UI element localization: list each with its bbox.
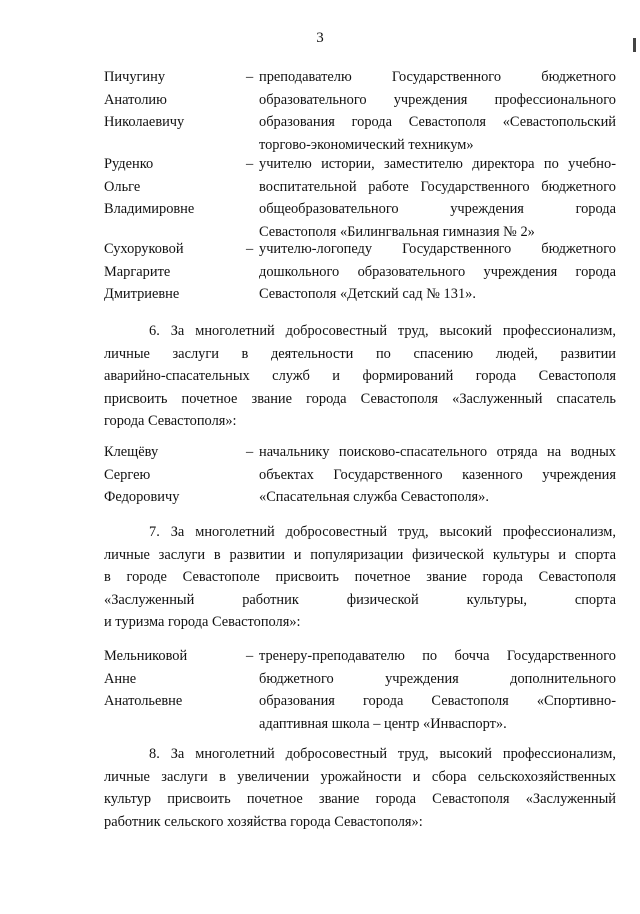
recipient-description: тренеру-преподавателю по бочча Государственного бюджетного учреждения дополнительного образования города Севастополя «Спортивно- адаптивная школа – центр «Инваспорт». xyxy=(259,648,616,732)
paragraph-6: 6. За многолетний добросовестный труд, высокий профессионализм, личные заслуги в деятельности по спасению людей, развитии аварийно-спасательных служб и формирований города Севастополя присвоить почетное звание города Севастополя «Заслуженный спасатель города Севастополя»: xyxy=(104,323,616,429)
margin-mark xyxy=(633,38,636,52)
dash: – xyxy=(246,444,254,460)
dash: – xyxy=(246,156,254,172)
paragraph-8: 8. За многолетний добросовестный труд, высокий профессионализм, личные заслуги в увеличении урожайности и сбора сельскохозяйственных культур присвоить почетное звание города Севастополя «Заслуженный работник сельского хозяйства города Севастополя»: xyxy=(104,746,616,830)
dash: – xyxy=(246,648,254,664)
recipient-name: Мельниковой Анне Анатольевне xyxy=(104,648,188,709)
recipient-name: Сухоруковой Маргарите Дмитриевне xyxy=(104,241,184,302)
page-number: 3 xyxy=(316,30,324,46)
recipient-description: преподавателю Государственного бюджетного образовательного учреждения профессионального образования города Севастополя «Севастопольский торгово-экономический техникум» xyxy=(259,69,616,153)
recipient-name: Клещёву Сергею Федоровичу xyxy=(104,444,180,505)
dash: – xyxy=(246,69,254,85)
recipient-name: Руденко Ольге Владимировне xyxy=(104,156,195,217)
dash: – xyxy=(246,241,254,257)
recipient-name: Пичугину Анатолию Николаевичу xyxy=(104,69,185,130)
paragraph-7: 7. За многолетний добросовестный труд, высокий профессионализм, личные заслуги в развитии и популяризации физической культуры и спорта в городе Севастополе присвоить почетное звание города Севастополя «Заслуженный работник физической культуры, спорта и туризма города Севастополя»: xyxy=(104,524,616,630)
recipient-description: начальнику поисково-спасательного отряда на водных объектах Государственного казенного учреждения «Спасательная служба Севастополя». xyxy=(259,444,616,505)
recipient-description: учителю истории, заместителю директора по учебно- воспитательной работе Государственного бюджетного общеобразовательного учреждения города Севастополя «Билингвальная гимназия № 2» xyxy=(259,156,616,240)
recipient-description: учителю-логопеду Государственного бюджетного дошкольного образовательного учреждения города Севастополя «Детский сад № 131». xyxy=(259,241,616,302)
